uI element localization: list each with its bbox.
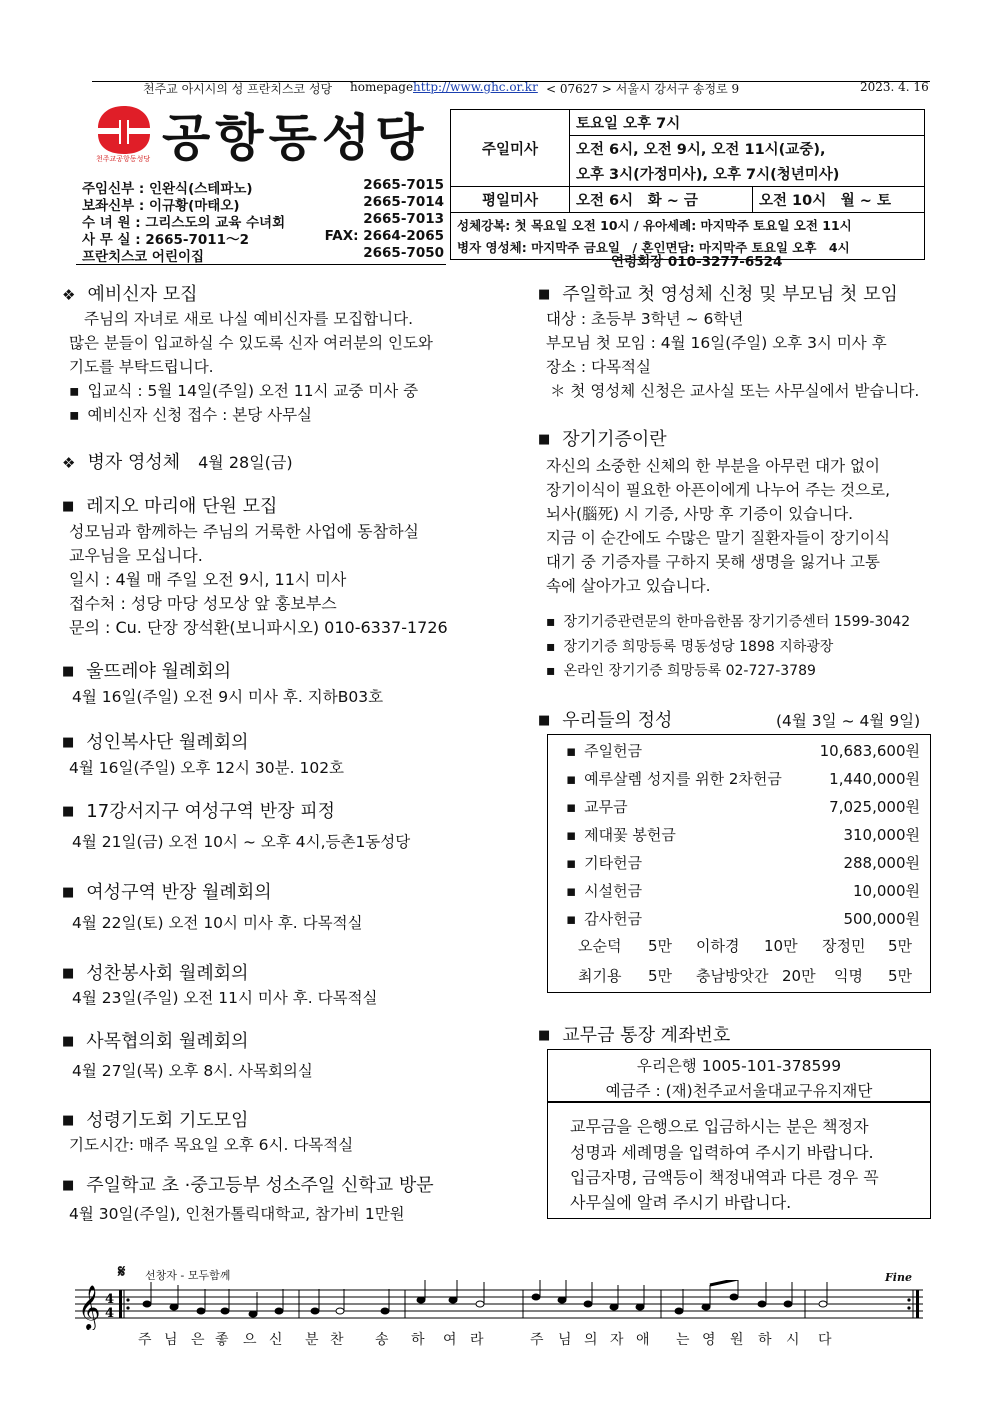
staff-phone: 2665-7013 — [363, 211, 444, 227]
heading-text: 성령기도회 기도모임 — [86, 1110, 249, 1131]
offering-label: ▪ 제대꽃 봉헌금 — [566, 821, 676, 849]
music-score — [75, 1280, 925, 1334]
lyric-syllable: 송 — [375, 1332, 389, 1348]
offering-list — [548, 735, 930, 933]
offering-label: ▪ 기타헌금 — [566, 849, 642, 877]
lyric-syllable: 하 — [411, 1332, 425, 1348]
organ-donation-heading — [538, 425, 667, 451]
organ-line: 지금 이 순간에도 수많은 말기 질환자들이 장기이식 — [546, 529, 890, 547]
funeral-president: 연령회장 010-3277-6524 — [611, 254, 783, 270]
event-heading — [62, 657, 231, 683]
staff-phone: 2665-7014 — [363, 194, 444, 210]
event-detail: 4월 30일(주일), 인천가톨릭대학교, 참가비 1만원 — [69, 1205, 405, 1223]
sunday-mass-time: 토요일 오후 7시 — [570, 110, 925, 136]
account-holder: 예금주 : (재)천주교서울대교구유지재단 — [605, 1082, 873, 1100]
offering-period: (4월 3일 ~ 4월 9일) — [776, 712, 921, 730]
donor-amount: 5만 — [648, 937, 673, 955]
heading-text: 17강서지구 여성구역 반장 피정 — [86, 801, 336, 822]
catechumen-line: 주님의 자녀로 새로 나실 예비신자를 모집합니다. — [84, 310, 414, 328]
lyric-syllable: 님 — [164, 1332, 178, 1348]
weekday-mass-time: 오전 10시 월 ~ 토 — [753, 187, 925, 213]
legio-line: 교우님을 모십니다. — [69, 546, 203, 565]
offering-row — [566, 849, 920, 877]
lyric-syllable: 찬 — [330, 1332, 344, 1348]
event-detail: 4월 27일(목) 오후 8시. 사목회의실 — [72, 1062, 313, 1080]
organ-line: 속에 살아가고 있습니다. — [546, 577, 711, 595]
donor-amount: 5만 — [888, 967, 913, 985]
catechumen-bullet — [69, 403, 312, 425]
event-heading — [62, 797, 335, 823]
weekday-mass-label: 평일미사 — [451, 187, 570, 213]
address: < 07627 > 서울시 강서구 송정로 9 — [546, 82, 740, 96]
event-heading — [62, 1027, 249, 1053]
account-note-line: 교무금을 은행으로 입금하시는 분은 책정자 — [570, 1117, 869, 1136]
lyric-syllable: 는 — [676, 1332, 690, 1348]
offering-row — [566, 821, 920, 849]
logo-caption: 천주교공항동성당 — [96, 155, 151, 163]
first-communion-line: 부모님 첫 모임 : 4월 16일(주일) 오후 3시 미사 후 — [546, 334, 887, 352]
lyric-syllable: 영 — [702, 1332, 716, 1348]
offering-row — [566, 905, 920, 933]
heading-text: 여성구역 반장 월례회의 — [86, 882, 272, 903]
offering-row — [566, 793, 920, 821]
first-communion-note: ＊ 첫 영성체 신청은 교사실 또는 사무실에서 받습니다. — [550, 382, 920, 400]
catechumen-line: 기도를 부탁드립니다. — [69, 358, 214, 376]
heading-text: 우리들의 정성 — [562, 710, 673, 731]
sunday-mass-time: 오전 6시, 오전 9시, 오전 11시(교중), — [570, 136, 925, 162]
account-note-line: 성명과 세례명을 입력하여 주시기 바랍니다. — [570, 1143, 874, 1162]
offering-label: ▪ 감사헌금 — [566, 905, 642, 933]
music-direction: 선창자 - 모두함께 — [145, 1269, 231, 1282]
bullet-text: 장기기증관련문의 한마음한몸 장기기증센터 1599-3042 — [563, 614, 911, 630]
lyric-syllable: 주 — [530, 1332, 544, 1348]
lyric-syllable: 은 — [191, 1332, 205, 1348]
catechumen-line: 많은 분들이 입교하실 수 있도록 신자 여러분의 인도와 — [69, 334, 433, 352]
heading-text: 주일학교 첫 영성체 신청 및 부모님 첫 모임 — [562, 284, 898, 305]
legio-line: 접수처 : 성당 마당 성모상 앞 홍보부스 — [69, 594, 337, 613]
bullet-text: 온라인 장기기증 희망등록 02-727-3789 — [563, 663, 816, 679]
lyric-syllable: 다 — [818, 1332, 832, 1348]
donor-name: 최기용 — [578, 967, 622, 985]
fine-mark: Fine — [885, 1271, 912, 1284]
event-detail: 4월 21일(금) 오전 10시 ~ 오후 4시,등촌1동성당 — [72, 833, 411, 851]
offering-amount: 10,683,600원 — [819, 742, 920, 760]
lyric-syllable: 하 — [758, 1332, 772, 1348]
offering-amount: 1,440,000원 — [829, 770, 920, 788]
event-detail: 4월 16일(주일) 오전 9시 미사 후. 지하B03호 — [72, 688, 384, 706]
catechumen-bullet — [69, 379, 418, 401]
staff-row — [82, 194, 444, 214]
lyrics-line — [138, 1329, 838, 1349]
offering-amount: 7,025,000원 — [829, 798, 920, 816]
heading-text: 성찬봉사회 월례회의 — [86, 963, 249, 984]
donor-amount: 5만 — [888, 937, 913, 955]
account-bank: 우리은행 1005-101-378599 — [636, 1057, 842, 1075]
heading-text: 장기기증이란 — [562, 429, 667, 450]
heading-text: 레지오 마리애 단원 모집 — [86, 496, 278, 517]
donor-name: 오순덕 — [578, 937, 622, 955]
homepage-label: homepage — [350, 80, 414, 94]
lyric-syllable: 주 — [138, 1332, 152, 1348]
first-communion-line: 대상 : 초등부 3학년 ~ 6학년 — [546, 310, 744, 328]
heading-text: 주일학교 초 ·중고등부 성소주일 신학교 방문 — [86, 1175, 434, 1196]
account-note-box — [547, 1101, 931, 1219]
svg-text:4: 4 — [105, 1292, 115, 1307]
sick-communion-date: 4월 28일(금) — [198, 453, 293, 472]
first-communion-heading — [538, 280, 898, 306]
sacrament-info: 병자 영성체: 마지막주 금요일 / 혼인면담: 마지막주 토요일 오후 4시 — [451, 236, 925, 260]
offering-row — [566, 765, 920, 793]
offering-label: ▪ 주일헌금 — [566, 737, 642, 765]
heading-text: 사목협의회 월례회의 — [86, 1031, 249, 1052]
lyric-syllable: 원 — [730, 1332, 744, 1348]
offering-row — [566, 737, 920, 765]
heading-text: 울뜨레야 월례회의 — [86, 661, 232, 682]
bullet-text: 장기기증 희망등록 명동성당 1898 지하광장 — [563, 639, 834, 655]
lyric-syllable: 신 — [269, 1332, 283, 1348]
event-heading — [62, 1106, 249, 1132]
donor-name: 이하경 — [696, 937, 740, 955]
offering-amount: 500,000원 — [843, 910, 920, 928]
offering-amount: 10,000원 — [853, 882, 920, 900]
event-heading — [62, 959, 249, 985]
sacrament-info: 성체강복: 첫 목요일 오전 10시 / 유아세례: 마지막주 토요일 오전 11시 — [451, 213, 925, 237]
event-heading — [62, 1171, 434, 1197]
offering-row — [566, 877, 920, 905]
event-detail: 4월 16일(주일) 오후 12시 30분. 102호 — [69, 759, 345, 777]
offering-box — [547, 734, 931, 993]
legio-heading — [62, 492, 277, 518]
bullet-text: 예비신자 신청 접수 : 본당 사무실 — [87, 406, 313, 424]
organ-line: 장기이식이 필요한 아픈이에게 나누어 주는 것으로, — [546, 481, 890, 499]
donor-name: 익명 — [834, 967, 863, 985]
account-note-line: 사무실에 알려 주시기 바랍니다. — [570, 1193, 792, 1212]
donor-row — [578, 965, 918, 986]
account-box — [547, 1049, 931, 1103]
parish-line: 천주교 아시시의 성 프란치스코 성당 — [143, 82, 333, 96]
treble-clef-icon: 𝄞 — [78, 1285, 101, 1329]
staff-row — [82, 211, 444, 231]
staff-rule — [76, 264, 446, 265]
staff-role: 사 무 실 : 2665-7011～2 — [82, 232, 249, 248]
lyric-syllable: 자 — [610, 1332, 624, 1348]
lyric-syllable: 분 — [305, 1332, 319, 1348]
sunday-mass-time: 오후 3시(가정미사), 오후 7시(청년미사) — [570, 161, 925, 187]
lyric-syllable: 애 — [636, 1332, 650, 1348]
date: 2023. 4. 16 — [860, 80, 929, 94]
account-heading — [538, 1021, 730, 1047]
organ-line: 대기 중 기증자를 구하지 못해 생명을 잃거나 고통 — [546, 553, 880, 571]
offering-label: ▪ 교무금 — [566, 793, 628, 821]
heading-text: 예비신자 모집 — [87, 284, 198, 305]
offering-amount: 310,000원 — [843, 826, 920, 844]
staff-row — [82, 245, 444, 265]
first-communion-line: 장소 : 다목적실 — [546, 358, 651, 376]
staff-role: 수 녀 원 : 그리스도의 교육 수녀회 — [82, 215, 286, 231]
staff-role: 주임신부 : 인완식(스테파노) — [82, 181, 253, 197]
staff-role: 프란치스코 어린이집 — [82, 249, 205, 265]
donor-amount: 5만 — [648, 967, 673, 985]
page-title: 공항동성당 — [162, 109, 429, 167]
event-detail: 4월 23일(주일) 오전 11시 미사 후. 다목적실 — [72, 989, 378, 1007]
organ-bullet — [546, 660, 816, 680]
segno-icon: 𝄋 — [118, 1262, 126, 1282]
event-heading — [62, 878, 272, 904]
heading-text: 성인복사단 월례회의 — [86, 732, 249, 753]
heading-text: 교무금 통장 계좌번호 — [562, 1025, 731, 1046]
event-heading — [62, 728, 249, 754]
offering-label: ▪ 시설헌금 — [566, 877, 642, 905]
donor-amount: 20만 — [782, 967, 816, 985]
lyric-syllable: 시 — [786, 1332, 800, 1348]
header-rule — [92, 81, 930, 82]
weekday-mass-time: 오전 6시 화 ~ 금 — [570, 187, 753, 213]
legio-line: 문의 : Cu. 단장 장석환(보니파시오) 010-6337-1726 — [69, 618, 448, 637]
homepage-link[interactable]: http://www.ghc.or.kr — [413, 80, 538, 94]
legio-line: 일시 : 4월 매 주일 오전 9시, 11시 미사 — [69, 570, 347, 589]
catechumen-heading — [62, 280, 198, 306]
staff-phone: 2665-7050 — [363, 245, 444, 261]
donor-amount: 10만 — [764, 937, 798, 955]
offering-label: ▪ 예루살렘 성지를 위한 2차헌금 — [566, 765, 782, 793]
staff-row — [82, 177, 444, 197]
heading-text: 병자 영성체 — [87, 452, 181, 473]
account-note-line: 입금자명, 금액등이 책정내역과 다른 경우 꼭 — [570, 1168, 879, 1187]
svg-text:4: 4 — [105, 1306, 115, 1321]
offering-amount: 288,000원 — [843, 854, 920, 872]
staff-role: 보좌신부 : 이규황(마태오) — [82, 198, 240, 214]
donor-name: 충남방앗간 — [696, 967, 769, 985]
organ-bullet — [546, 636, 833, 656]
staff-phone: FAX: 2664-2065 — [324, 228, 444, 244]
organ-line: 뇌사(腦死) 시 기증, 사망 후 기증이 있습니다. — [546, 505, 854, 523]
donor-name: 장정민 — [822, 937, 866, 955]
bullet-text: 입교식 : 5월 14일(주일) 오전 11시 교중 미사 중 — [87, 382, 419, 400]
lyric-syllable: 좋 — [215, 1332, 229, 1348]
legio-line: 성모님과 함께하는 주님의 거룩한 사업에 동참하실 — [69, 522, 420, 541]
donor-row — [578, 935, 918, 956]
lyric-syllable: 의 — [584, 1332, 598, 1348]
organ-line: 자신의 소중한 신체의 한 부분을 아무런 대가 없이 — [546, 457, 880, 475]
event-detail: 기도시간: 매주 목요일 오후 6시. 다목적실 — [69, 1136, 354, 1154]
sick-communion-heading — [62, 448, 293, 474]
staff-list — [82, 177, 444, 265]
lyric-syllable: 님 — [558, 1332, 572, 1348]
event-detail: 4월 22일(토) 오전 10시 미사 후. 다목적실 — [72, 914, 363, 932]
lyric-syllable: 으 — [243, 1332, 257, 1348]
sunday-mass-label: 주일미사 — [451, 110, 570, 187]
organ-bullet — [546, 611, 910, 631]
staff-phone: 2665-7015 — [363, 177, 444, 193]
mass-schedule — [450, 109, 925, 260]
lyric-syllable: 라 — [470, 1332, 484, 1348]
lyric-syllable: 여 — [443, 1332, 457, 1348]
offering-heading — [538, 706, 672, 732]
